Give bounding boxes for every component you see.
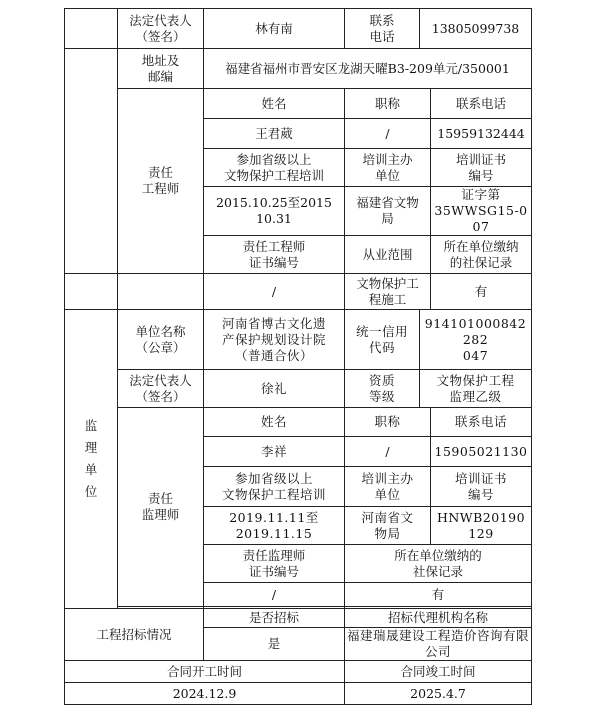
supervision-legal-rep-name: 徐礼 [204,370,345,408]
engineer-training-org-label: 培训主办 单位 [345,149,431,187]
agency-label: 招标代理机构名称 [345,609,532,628]
supervisor-social-ins-label: 所在单位缴纳的 社保记录 [345,545,532,583]
supervision-qual: 文物保护工程 监理乙级 [420,370,532,408]
supervision-credit-code: 914101000842282 047 [420,310,532,370]
supervisor-social-ins: 有 [345,583,532,607]
construction-unit-section-end [65,274,118,310]
engineer-training-label: 参加省级以上 文物保护工程培训 [204,149,345,187]
supervision-legal-rep-label: 法定代表人 （签名） [118,370,204,408]
construction-legal-rep-label: 法定代表人 （签名） [118,9,204,49]
construction-contact-label: 联系 电话 [345,9,420,49]
supervisor-training-cert-label: 培训证书 编号 [431,467,532,507]
supervisor-training-org-label: 培训主办 单位 [345,467,431,507]
supervision-section-label: 监理单位 [65,310,118,609]
engineer-label: 责任 工程师 [118,89,204,274]
supervision-unit-name: 河南省博古文化遗 产保护规划设计院 （普通合伙） [204,310,345,370]
supervisor-col-name: 姓名 [204,408,345,437]
supervisor-training-dates: 2019.11.11至 2019.11.15 [204,507,345,545]
supervisor-cert-no-label: 责任监理师 证书编号 [204,545,345,583]
engineer-name: 王君葳 [204,119,345,149]
engineer-training-cert: 证字第 35WWSG15-007 [431,187,532,236]
supervisor-training-label: 参加省级以上 文物保护工程培训 [204,467,345,507]
construction-legal-rep-name: 林有南 [204,9,345,49]
engineer-training-cert-label: 培训证书 编号 [431,149,532,187]
supervision-unit-name-label: 单位名称 （公章） [118,310,204,370]
supervisor-phone: 15905021130 [431,437,532,467]
supervisor-title: / [345,437,431,467]
supervisor-col-title: 职称 [345,408,431,437]
engineer-col-name: 姓名 [204,89,345,119]
engineer-label-end [118,274,204,310]
engineer-social-ins-label: 所在单位缴纳 的社保记录 [431,236,532,274]
engineer-col-title: 职称 [345,89,431,119]
contract-start-label: 合同开工时间 [65,661,345,683]
engineer-training-dates: 2015.10.25至2015 10.31 [204,187,345,236]
construction-unit-section [65,9,118,49]
agency-value: 福建瑞晟建设工程造价咨询有限公司 [345,628,532,661]
contract-start-date: 2024.12.9 [65,683,345,705]
contract-end-label: 合同竣工时间 [345,661,532,683]
engineer-scope: 文物保护工 程施工 [345,274,431,310]
project-info-table [64,8,532,705]
contract-end-date: 2025.4.7 [345,683,532,705]
supervisor-training-cert: HNWB20190129 [431,507,532,545]
engineer-phone: 15959132444 [431,119,532,149]
construction-unit-section-cont [65,49,118,274]
engineer-title: / [345,119,431,149]
engineer-cert-no-label: 责任工程师 证书编号 [204,236,345,274]
bidding-label: 工程招标情况 [65,609,204,661]
supervision-credit-code-label: 统一信用 代码 [345,310,420,370]
is-bid-value: 是 [204,628,345,661]
address-label: 地址及 邮编 [118,49,204,89]
construction-contact-phone: 13805099738 [420,9,532,49]
supervisor-cert-no: / [204,583,345,607]
engineer-col-phone: 联系电话 [431,89,532,119]
supervisor-training-org: 河南省文 物局 [345,507,431,545]
is-bid-label: 是否招标 [204,609,345,628]
engineer-training-org: 福建省文物 局 [345,187,431,236]
engineer-cert-no: / [204,274,345,310]
engineer-scope-label: 从业范围 [345,236,431,274]
engineer-social-ins: 有 [431,274,532,310]
supervisor-name: 李祥 [204,437,345,467]
supervisor-col-phone: 联系电话 [431,408,532,437]
address-value: 福建省福州市晋安区龙湖天曜B3-209单元/350001 [204,49,532,89]
supervisor-label: 责任 监理师 [118,408,204,607]
supervision-qual-label: 资质 等级 [345,370,420,408]
